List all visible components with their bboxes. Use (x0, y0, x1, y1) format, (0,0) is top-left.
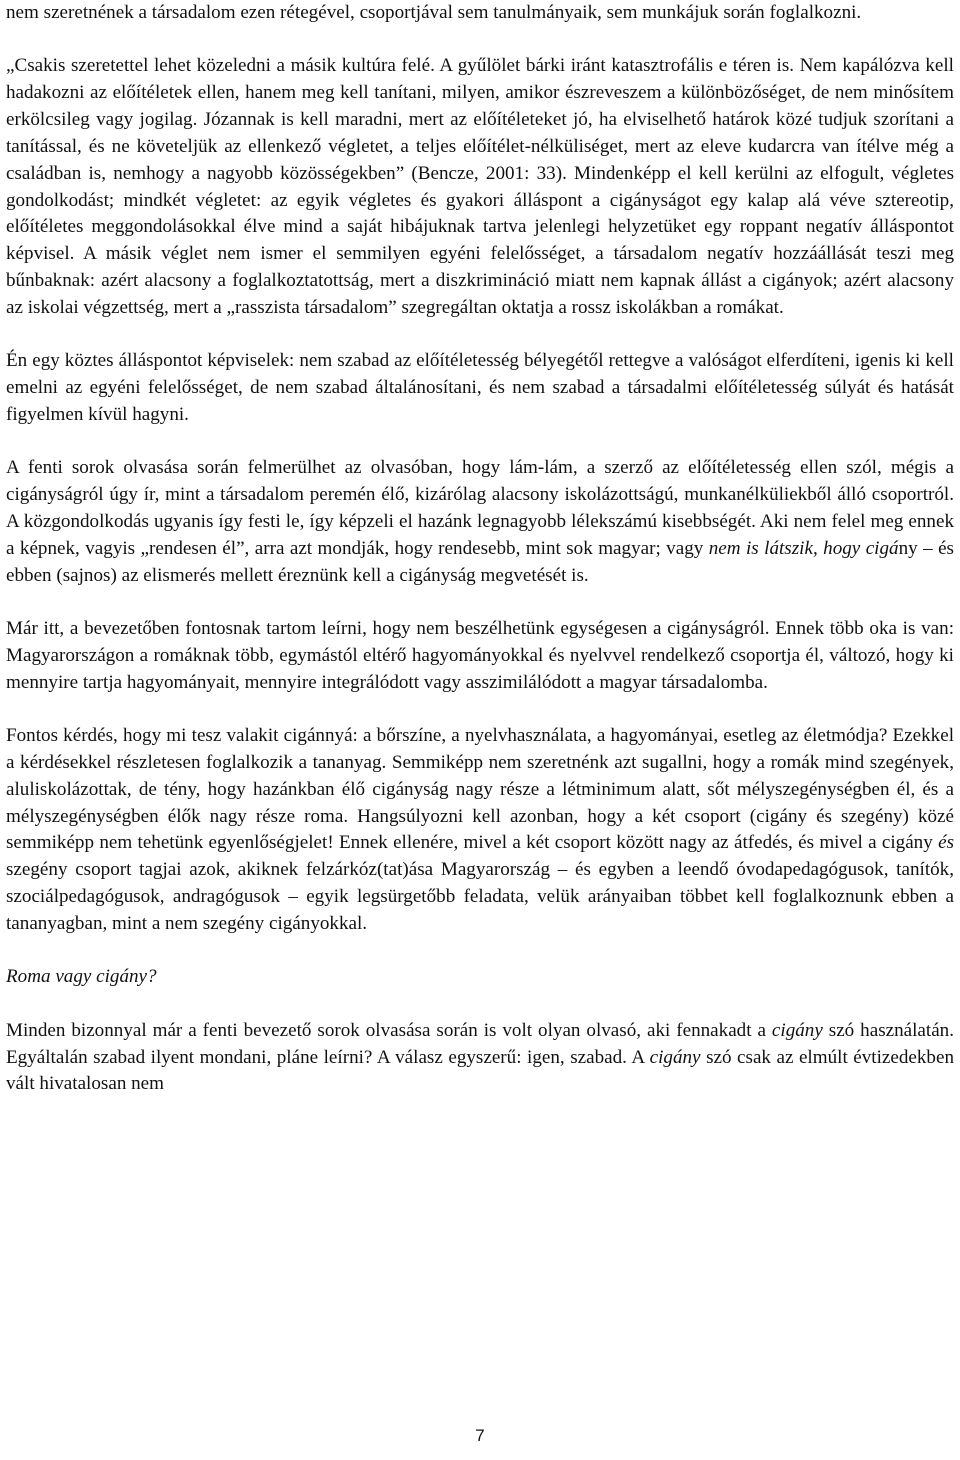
paragraph-4 (6, 455, 954, 589)
paragraph-7-text-1: Minden bizonnyal már a fenti bevezető sorok olvasása során is volt olyan olvasó, aki fennakadt a (6, 1019, 772, 1041)
document-page (6, 0, 954, 1098)
paragraph-3: Én egy köztes álláspontot képviselek: nem szabad az előítéletesség bélyegétől rettegve a valóságot elferdíteni, igenis ki kell emelni az egyéni felelősséget, de nem szabad általánosítani, és nem szabad a társadalmi előítéletesség súlyát és hatását figyelmen kívül hagyni. (6, 350, 954, 425)
section-heading: Roma vagy cigány? (6, 966, 157, 988)
paragraph-6-text-1: Fontos kérdés, hogy mi tesz valakit cigánnyá: a bőrszíne, a nyelvhasználata, a hagyományai, esetleg az életmódja? Ezekkel a kérdésekkel részletesen foglalkozik a tananyag. Semmiképp nem szeretnénk azt sugallni, hogy a romák mind szegények, aluliskolázottak, de tény, hogy hazánkban élő cigányság nagy része a létminimum alatt, sőt mélyszegénységben él, és a mélyszegénységben élők nagy része roma. Hangsúlyozni kell azonban, hogy a két csoport (cigány és szegény) közé semmiképp nem tehetünk egyenlőségjelet! Ennek ellenére, mivel a két csoport között nagy az átfedés, és mivel a cigány (6, 725, 954, 854)
paragraph-6-text-2: szegény csoport tagjai azok, akiknek felzárkóz(tat)ása Magyarország – és egyben a leendő óvodapedagógusok, tanítók, szociálpedagógusok, andragógusok – egyik legsürgetőbb feladata, velük arányaiban többet kell foglalkoznunk ebben a tananyagban, mint a nem szegény cigányokkal. (6, 859, 954, 934)
paragraph-7 (6, 1018, 954, 1099)
paragraph-7-italic-2: cigány (649, 1046, 701, 1068)
paragraph-7-text-2: szó használatán. Egyáltalán szabad ilyent mondani, pláne leírni? A válasz egyszerű: igen, szabad. A (6, 1019, 955, 1068)
paragraph-1: nem szeretnének a társadalom ezen rétegével, csoportjával sem tanulmányaik, sem munkájuk során foglalkozni. (6, 2, 862, 23)
paragraph-6-italic: és (938, 832, 954, 854)
paragraph-7-italic-1: cigány (771, 1019, 823, 1041)
paragraph-7-text-3: szó csak az elmúlt évtizedekben vált hivatalosan nem (6, 1046, 954, 1095)
paragraph-6 (6, 723, 954, 938)
page-number: 7 (475, 1426, 485, 1445)
paragraph-4-italic: nem is látszik, hogy cigá (708, 537, 899, 559)
paragraph-4-text-2: ny – és ebben (sajnos) az elismerés mellett éreznünk kell a cigányság megvetését is. (6, 537, 954, 586)
paragraph-4-text-1: A fenti sorok olvasása során felmerülhet az olvasóban, hogy lám-lám, a szerző az előítéletesség ellen szól, mégis a cigányságról úgy ír, mint a társadalom peremén élő, kizárólag alacsony iskolázottságú, munkanélküliekből álló csoportról. A közgondolkodás ugyanis így festi le, így képzeli el hazánk legnagyobb lélekszámú kisebbségét. Aki nem felel meg ennek a képnek, vagyis „rendesen él”, arra azt mondják, hogy rendesebb, mint sok magyar; vagy (6, 457, 954, 559)
paragraph-5: Már itt, a bevezetőben fontosnak tartom leírni, hogy nem beszélhetünk egységesen a cigányságról. Ennek több oka is van: Magyarországon a romáknak több, egymástól eltérő hagyományokkal és nyelvvel rendelkező csoportja él, változó, hogy ki mennyire tartja hagyományait, mennyire integrálódott vagy asszimilálódott a magyar társadalomba. (6, 618, 954, 693)
paragraph-2: „Csakis szeretettel lehet közeledni a másik kultúra felé. A gyűlölet bárki iránt katasztrofális e téren is. Nem kapálózva kell hadakozni az előítéletek ellen, hanem meg kell tanítani, milyen, amikor észreveszem a különbözőséget, de nem minősítem erkölcsileg vagy jogilag. Józannak is kell maradni, mert az előítéleteket jó, ha elviselhető határok közé tudjuk szorítani a tanítással, és ne követeljük az ellenkező végletet, a teljes előítélet-nélküliséget, mert az eleve kudarcra van ítélve még a családban is, nemhogy a nagyobb közösségekben” (Bencze, 2001: 33). Mindenképp el kell kerülni az elfogult, végletes gondolkodást; mindkét végletet: az egyik végletes és gyakori álláspont a cigányságot egy kalap alá véve sztereotip, előítéletes meggondolásokkal élve mind a saját hibájuknak tartva jelenlegi helyzetüket egy roppant negatív álláspontot képvisel. A másik véglet nem ismer el semmilyen egyéni felelősséget, a társadalom negatív hozzáállását teszi meg bűnbaknak: azért alacsony a foglalkoztatottság, mert a diszkrimináció miatt nem kapnak állást a cigányok; azért alacsony az iskolai végzettség, mert a „rasszista társadalom” szegregáltan oktatja a rossz iskolákban a romákat. (6, 55, 954, 318)
